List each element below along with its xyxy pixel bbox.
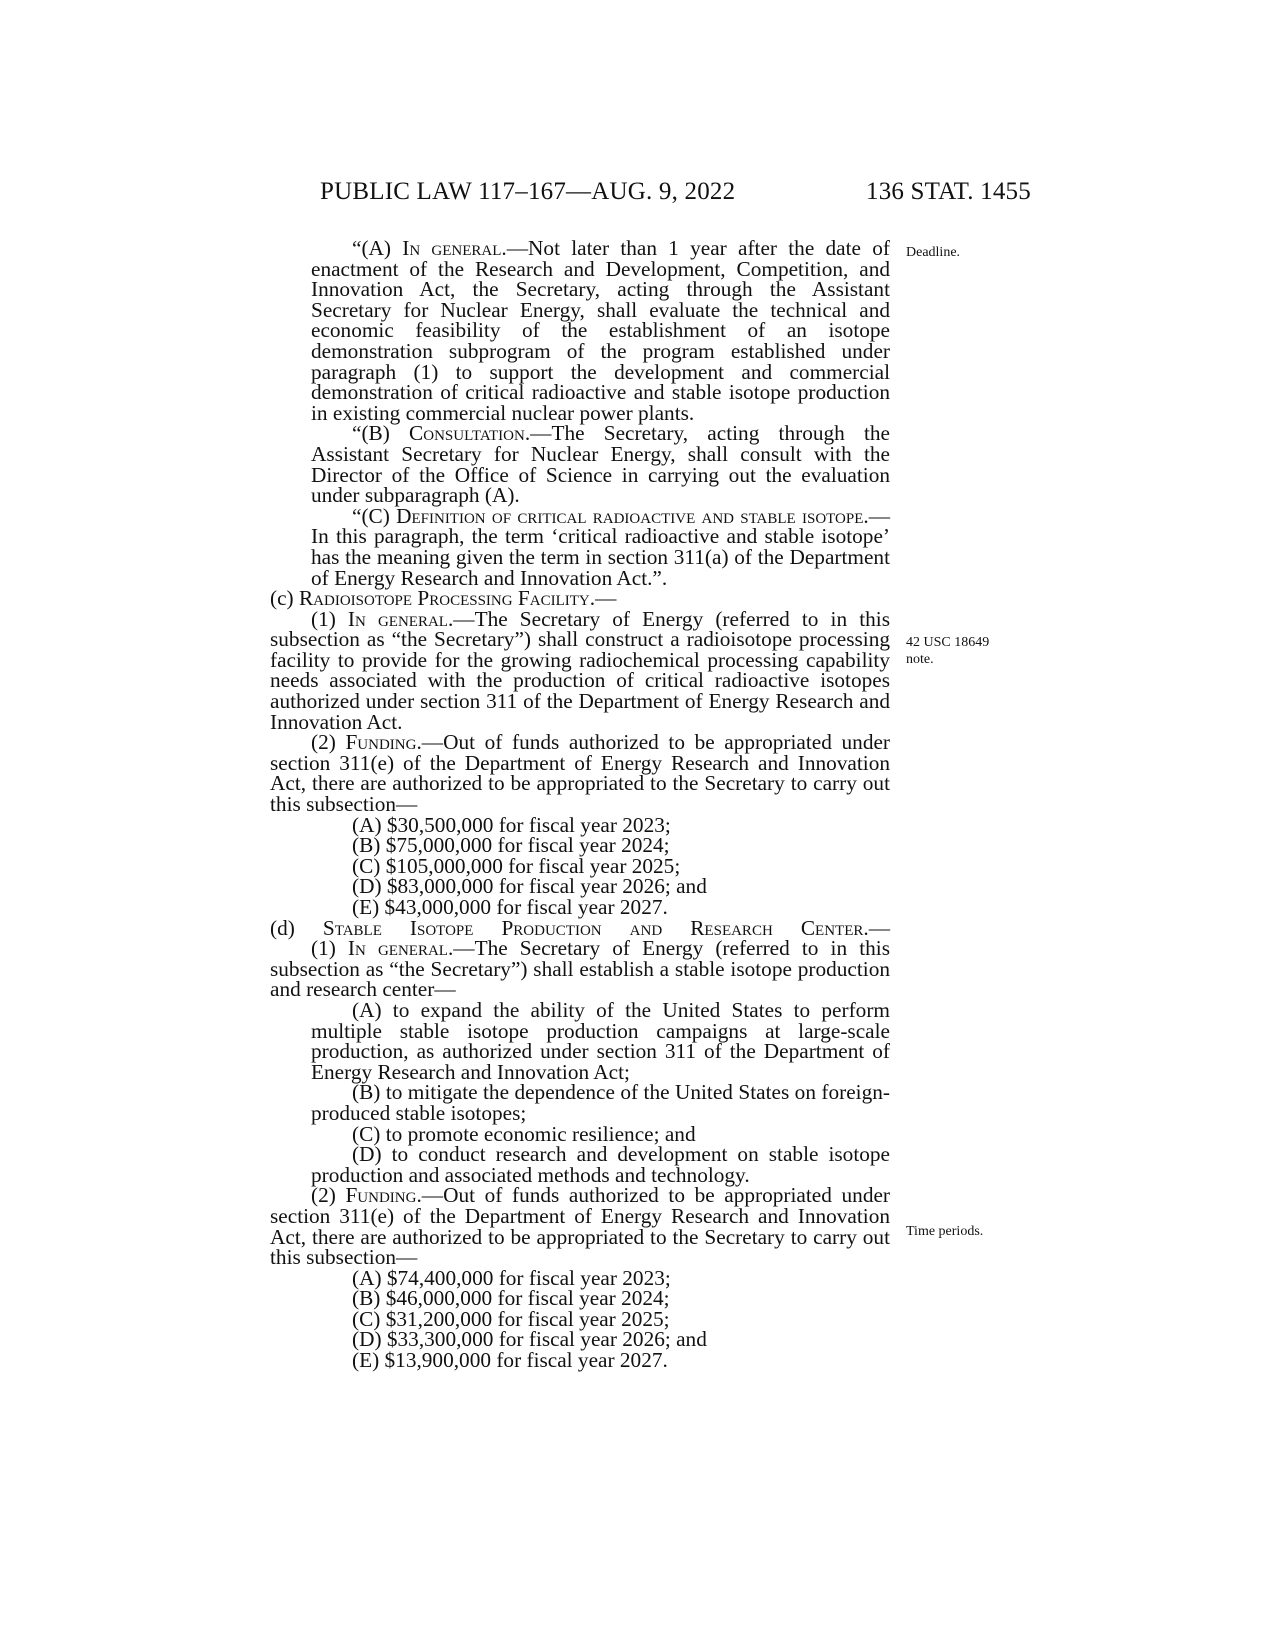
- paragraph-b-consultation: [270, 421, 890, 508]
- paragraph-text: —The Secretary, acting through the Assistant Secretary for Nuclear Energy, shall consult with the Director of the Office of Science in carrying out the evaluation under subparagraph (A).: [311, 421, 890, 508]
- subsection-dash: —: [868, 915, 890, 940]
- paragraph-d1-in-general: [270, 938, 890, 1000]
- margin-note-usc-line: note.: [906, 652, 934, 667]
- funding-item: (C) $105,000,000 for fiscal year 2025;: [352, 853, 681, 878]
- subsection-d-heading: [270, 915, 890, 940]
- subparagraph-d1-d: (D) to conduct research and development on stable isotope production and associated methods and technology.: [311, 1142, 890, 1187]
- funding-item: (A) $74,400,000 for fiscal year 2023;: [352, 1265, 671, 1290]
- paragraph-c1-in-general: [270, 606, 890, 734]
- paragraph-text: —The Secretary of Energy (referred to in this subsection as “the Secretary”) shall establish a stable isotope production and research center—: [270, 936, 890, 1002]
- paragraph-c-definition: [270, 503, 890, 590]
- funding-item: (B) $46,000,000 for fiscal year 2024;: [352, 1286, 670, 1311]
- paragraph-heading: (1) In general.: [311, 936, 454, 961]
- paragraph-text: —Not later than 1 year after the date of enactment of the Research and Development, Competition, and Innovation Act, the Secretary, acting through the Assistant Secretary for Nuclear Energy, shall evaluate the technical and economic feasibility of the establishment of an isotope demonstration subprogram of the program established under paragraph (1) to support the development and commercial demonstration of critical radioactive and stable isotope production in existing commercial nuclear power plants.: [311, 236, 890, 425]
- funding-item: (D) $83,000,000 for fiscal year 2026; and: [352, 874, 707, 899]
- subsection-title: Stable Isotope Production and Research Center.: [322, 915, 869, 940]
- statute-text: [270, 238, 890, 1371]
- paragraph-text: —Out of funds authorized to be appropriated under section 311(e) of the Department of Energy Research and Innovation Act, there are authorized to be appropriated to the Secretary to carry out this subsection—: [270, 1183, 891, 1270]
- paragraph-heading: (1) In general.: [311, 606, 454, 631]
- paragraph-heading: (2) Funding.: [311, 730, 422, 755]
- subparagraph-d1-b: (B) to mitigate the dependence of the United States on foreign-produced stable isotopes;: [311, 1080, 890, 1125]
- paragraph-a-in-general: [270, 238, 890, 423]
- subsection-dash: —: [595, 586, 617, 611]
- stat-page-number: 136 STAT. 1455: [866, 178, 1031, 205]
- subsection-label: (c): [270, 586, 299, 611]
- margin-note-usc-line: 42 USC 18649: [906, 635, 990, 650]
- margin-note-time-periods: Time periods.: [906, 1224, 984, 1239]
- running-head: PUBLIC LAW 117–167—AUG. 9, 2022: [320, 178, 736, 205]
- subparagraph-d1-c: (C) to promote economic resilience; and: [352, 1121, 696, 1146]
- paragraph-heading: “(B) Consultation.: [352, 421, 531, 446]
- margin-note-deadline: Deadline.: [906, 245, 961, 260]
- subsection-label: (d): [270, 915, 323, 940]
- paragraph-heading: (2) Funding.: [311, 1183, 422, 1208]
- funding-item: (E) $43,000,000 for fiscal year 2027.: [352, 895, 668, 919]
- funding-item: (B) $75,000,000 for fiscal year 2024;: [352, 833, 670, 858]
- subparagraph-d1-a: (A) to expand the ability of the United States to perform multiple stable isotope production campaigns at large-scale production, as authorized under section 311 of the Department of Energy Research and Innovation Act;: [311, 997, 890, 1084]
- paragraph-d2-funding: [270, 1183, 891, 1270]
- funding-item: (C) $31,200,000 for fiscal year 2025;: [352, 1306, 670, 1331]
- margin-note-usc-citation: [906, 634, 989, 668]
- paragraph-text: —Out of funds authorized to be appropriated under section 311(e) of the Department of Energy Research and Innovation Act, there are authorized to be appropriated to the Secretary to carry out this subsection—: [270, 730, 891, 817]
- subsection-title: Radioisotope Processing Facility.: [298, 586, 596, 611]
- funding-item: (D) $33,300,000 for fiscal year 2026; and: [352, 1327, 707, 1352]
- paragraph-text: —In this paragraph, the term ‘critical radioactive and stable isotope’ has the meaning given the term in section 311(a) of the Department of Energy Research and Innovation Act.”.: [311, 503, 890, 590]
- paragraph-heading: “(C) Definition of critical radioactive and stable isotope.: [352, 503, 869, 528]
- subsection-c-heading: [270, 588, 890, 609]
- paragraph-c2-funding: [270, 730, 891, 817]
- funding-item: (A) $30,500,000 for fiscal year 2023;: [352, 812, 671, 837]
- paragraph-heading: “(A) In general.: [352, 236, 507, 260]
- funding-item: (E) $13,900,000 for fiscal year 2027.: [352, 1348, 668, 1373]
- paragraph-text: —The Secretary of Energy (referred to in this subsection as “the Secretary”) shall construct a radioisotope processing facility to provide for the growing radiochemical processing capability needs associated with the production of critical radioactive isotopes authorized under section 311 of the Department of Energy Research and Innovation Act.: [270, 606, 890, 734]
